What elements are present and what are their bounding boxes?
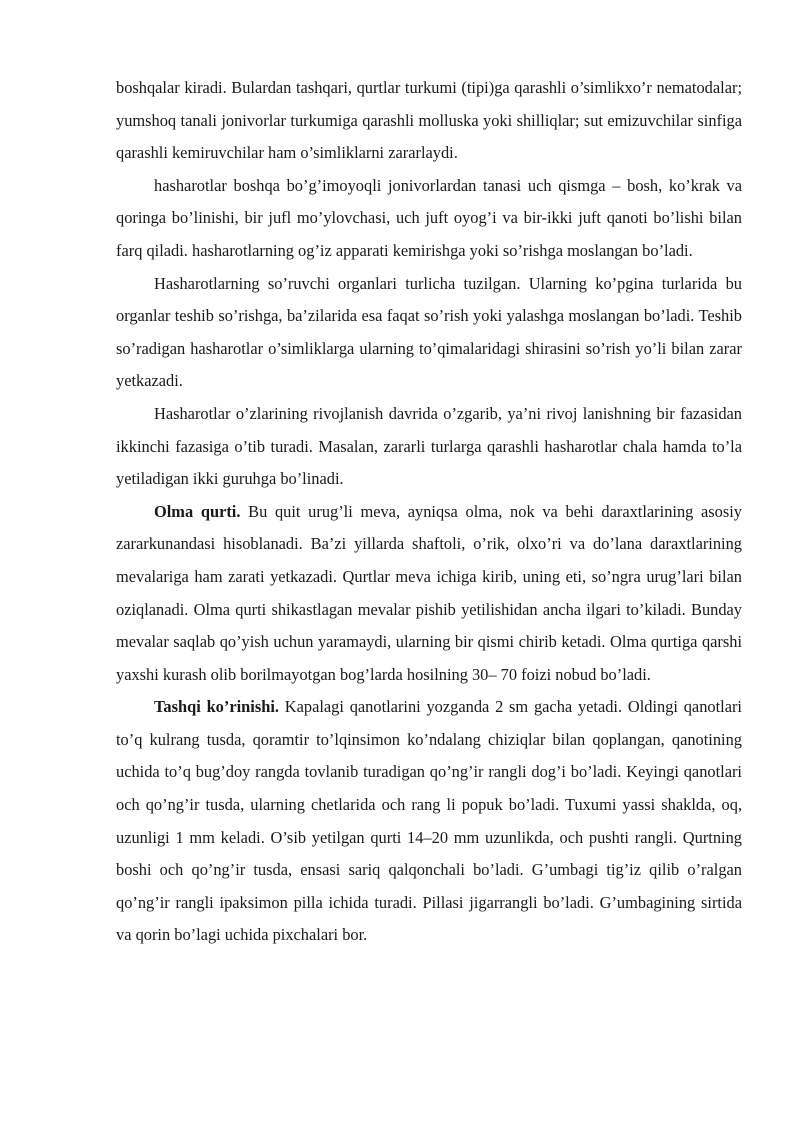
paragraph-text: Kapalagi qanotlarini yozganda 2 sm gacha yetadi. Oldingi qanotlari to’q kulrang tusda, qoramtir to’lqinsimon ko’ndalang chiziqlar bilan qoplangan, qanotining uchida to’q bug’doy rangda tovlanib turadigan qo’ng’ir rangli dog’i bo’ladi. Keyingi qanotlari och qo’ng’ir tusda, ularning chetlarida och rang li popuk bo’ladi. Tuxumi yassi shaklda, oq, uzunligi 1 mm keladi. O’sib yetilgan qurti 14–20 mm uzunlikda, och pushti rangli. Qurtning boshi och qo’ng’ir tusda, ensasi sariq qalqonchali bo’ladi. G’umbagi tig’iz qilib o’ralgan qo’ng’ir rangli ipaksimon pilla ichida turadi. Pillasi jigarrangli bo’ladi. G’umbagining sirtida va qorin bo’lagi uchida pixchalari bor. <box>116 697 742 945</box>
paragraph-text: Bu quit urug’li meva, ayniqsa olma, nok va behi daraxtlarining asosiy zararkunandasi hisoblanadi. Ba’zi yillarda shaftoli, o’rik, olxo’ri va do’lana daraxtlarining mevalariga ham zarati yetkazadi. Qurtlar meva ichiga kirib, uning eti, so’ngra urug’lari bilan oziqlanadi. Olma qurti shikastlagan mevalar pishib yetilishidan ancha ilgari to’kiladi. Bunday mevalar saqlab qo’yish uchun yaramaydi, ularning bir qismi chirib ketadi. Olma qurtiga qarshi yaxshi kurash olib borilmayotgan bog’larda hosilning 30– 70 foizi nobud bo’ladi. <box>116 501 742 684</box>
section-heading-tashqi-korinishi: Tashqi ko’rinishi. <box>154 697 279 717</box>
paragraph-text: boshqalar kiradi. Bulardan tashqari, qurtlar turkumi (tipi)ga qarashli o’simlikxo’r nematodalar; yumshoq tanali jonivorlar turkumiga qarashli molluska yoki shilliqlar; sut emizuvchilar sinfiga qarashli kemiruvchilar ham o’simliklarni zararlaydi. <box>116 78 742 163</box>
paragraph-text: Hasharotlarning so’ruvchi organlari turlicha tuzilgan. Ularning ko’pgina turlarida bu organlar teshib so’rishga, ba’zilarida esa faqat so’rish yoki yalashga moslangan bo’ladi. Teshib so’radigan hasharotlar o’simliklarga ularning to’qimalaridagi shirasini so’rish yo’li bilan zarar yetkazadi. <box>116 273 742 391</box>
paragraph-continuation <box>116 72 742 170</box>
paragraph-codling-moth <box>116 496 742 692</box>
paragraph-insect-anatomy <box>116 170 742 268</box>
paragraph-development <box>116 398 742 496</box>
paragraph-text: hasharotlar boshqa bo’g’imoyoqli jonivorlardan tanasi uch qismga – bosh, ko’krak va qoringa bo’linishi, bir jufl mo’ylovchasi, uch juft oyog’i va bir-ikki juft qanoti bo’lishi bilan farq qiladi. hasharotlarning og’iz apparati kemirishga yoki so’rishga moslangan bo’ladi. <box>116 175 742 260</box>
document-page <box>116 72 742 952</box>
paragraph-sucking-organs <box>116 268 742 398</box>
paragraph-text: Hasharotlar o’zlarining rivojlanish davrida o’zgarib, ya’ni rivoj lanishning bir fazasidan ikkinchi fazasiga o’tib turadi. Masalan, zararli turlarga qarashli hasharotlar chala hamda to’la yetiladigan ikki guruhga bo’linadi. <box>116 403 742 489</box>
paragraph-appearance <box>116 691 742 952</box>
section-heading-olma-qurti: Olma qurti. <box>154 501 241 521</box>
